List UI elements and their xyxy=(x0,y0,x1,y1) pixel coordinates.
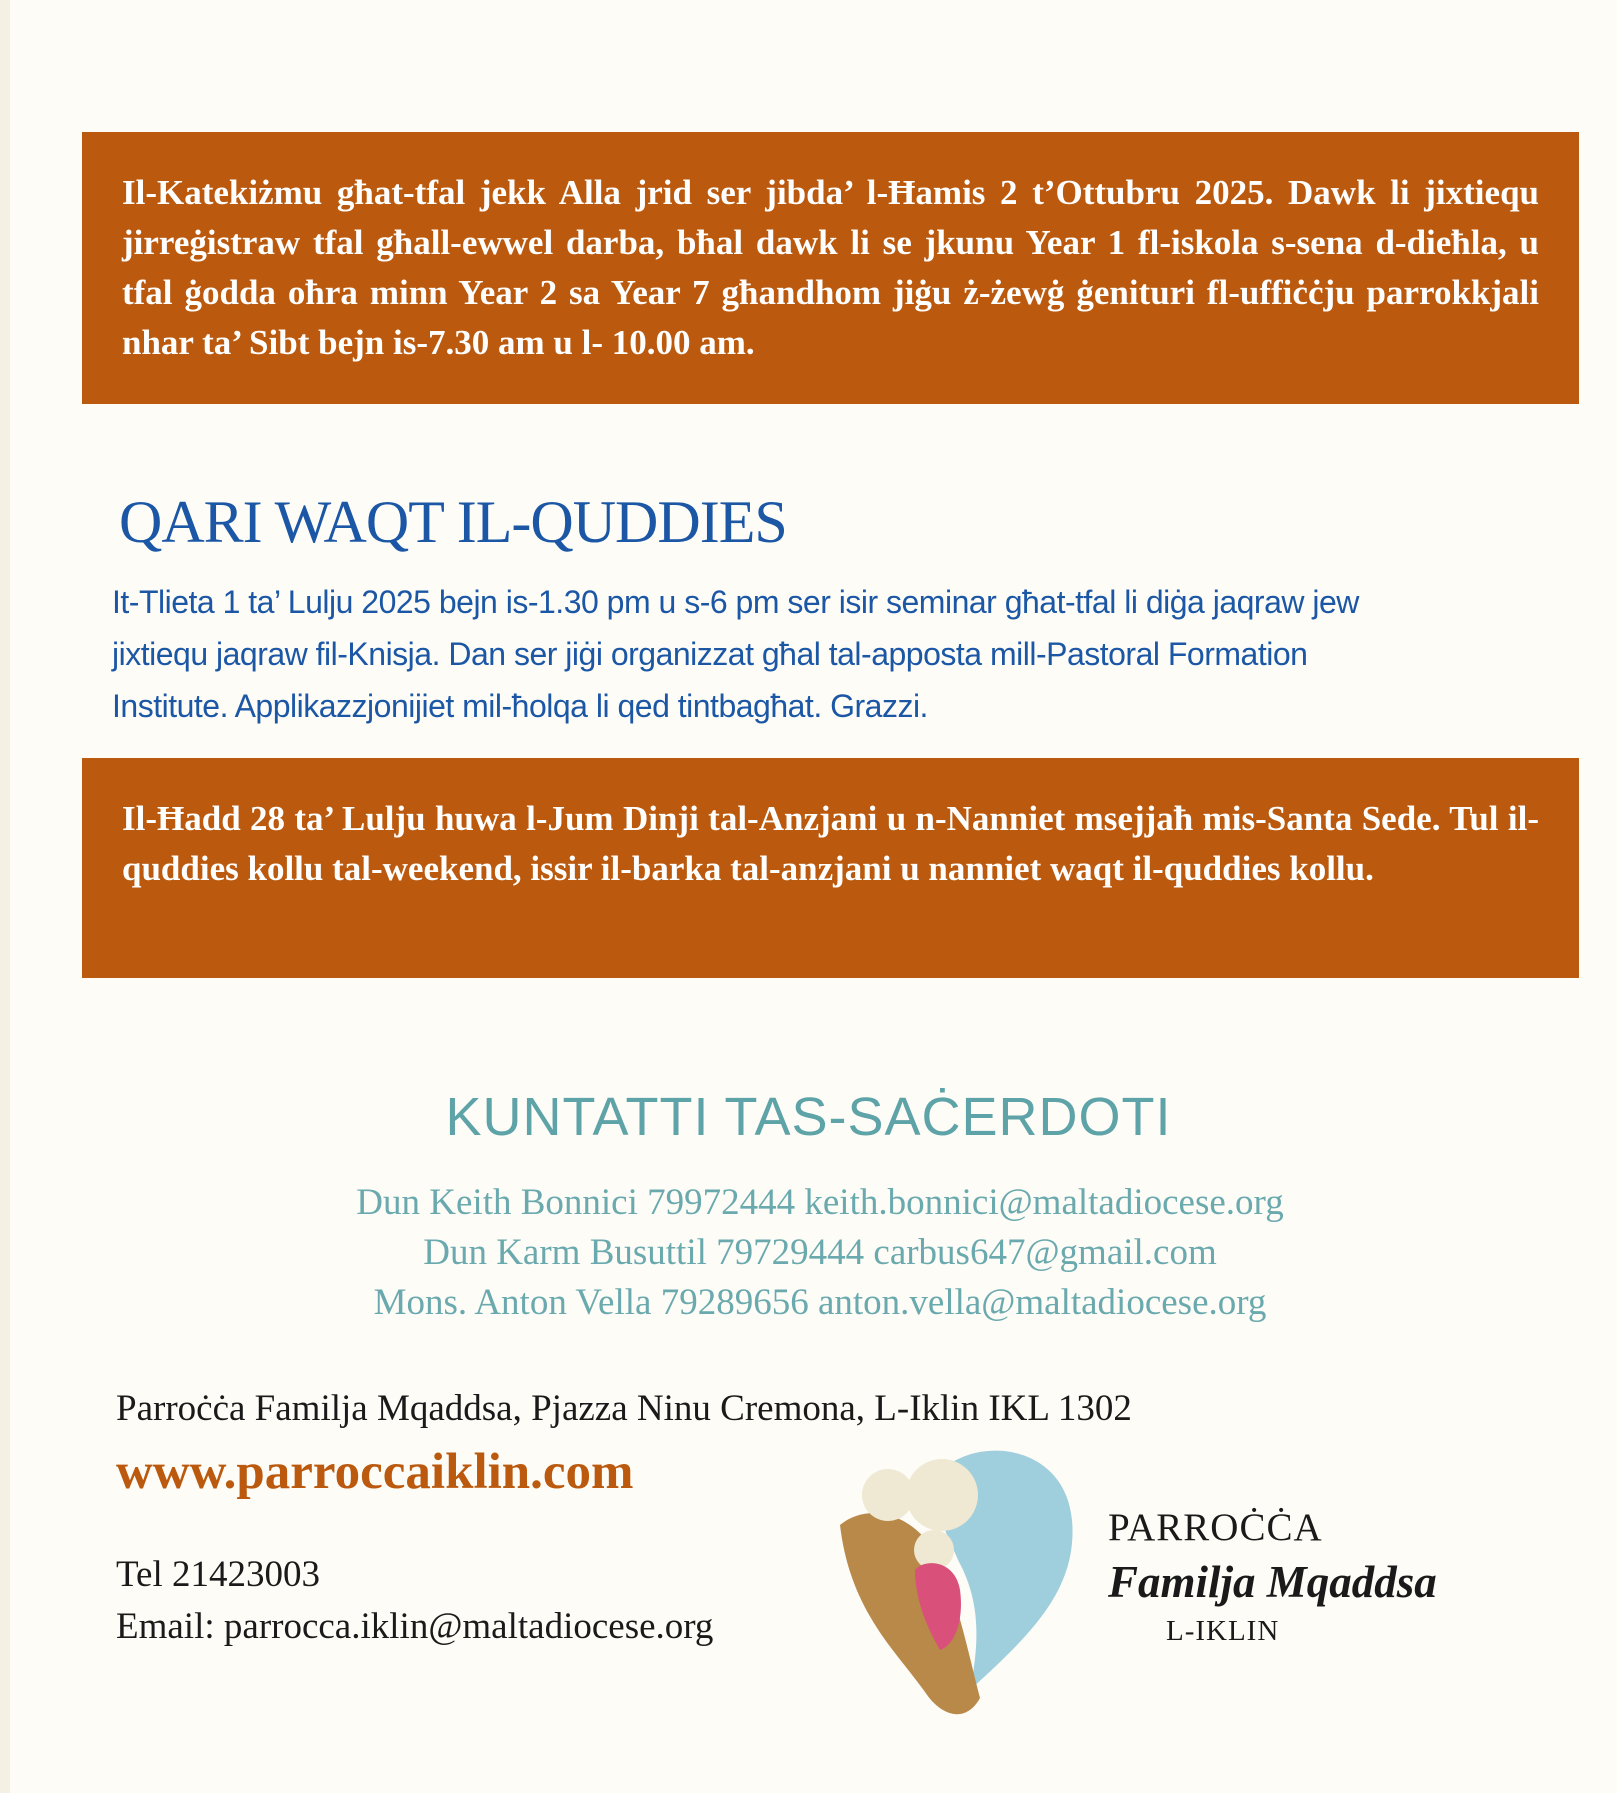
email-address[interactable]: Email: parrocca.iklin@maltadiocese.org xyxy=(116,1606,714,1647)
readers-line: jixtiequ jaqraw fil-Knisja. Dan ser jiġi organizzat għal tal-apposta mill-Pastoral Formation xyxy=(112,636,1308,672)
parish-address: Parroċċa Familja Mqaddsa, Pjazza Ninu Cremona, L-Iklin IKL 1302 xyxy=(116,1388,1132,1429)
readers-line: It-Tlieta 1 ta’ Lulju 2025 bejn is-1.30 pm u s-6 pm ser isir seminar għat-tfal li diġa jaqraw jew xyxy=(112,584,1359,620)
readers-title: QARI WAQT IL-QUDDIES xyxy=(119,489,787,555)
parish-logo xyxy=(830,1440,1080,1720)
telephone: Tel 21423003 xyxy=(116,1554,320,1595)
contact-item: Dun Keith Bonnici 79972444 keith.bonnici@maltadiocese.org xyxy=(356,1182,1284,1223)
catechism-notice-text: Il-Katekiżmu għat-tfal jekk Alla jrid ser jibda’ l-Ħamis 2 t’Ottubru 2025. Dawk li jixtiequ jirreġistraw tfal għall-ewwel darba, bħal dawk li se jkunu Year 1 fl-iskola s-sena d-dieħla, u tfal ġodda oħra minn Year 2 sa Year 7 għandhom jiġu ż-żewġ ġenituri fl-uffiċċju parrokkjali nhar ta’ Sibt bejn is-7.30 am u l- 10.00 am. xyxy=(122,173,1539,362)
contacts-title: KUNTATTI TAS-SAĊERDOTI xyxy=(445,1087,1172,1147)
page-edge xyxy=(0,0,10,1793)
readers-body xyxy=(112,576,1512,732)
contact-item: Mons. Anton Vella 79289656 anton.vella@maltadiocese.org xyxy=(373,1282,1267,1323)
grandparents-notice xyxy=(82,758,1579,978)
contacts-list xyxy=(0,1178,1617,1328)
brand-locality: L-IKLIN xyxy=(1166,1615,1280,1647)
contact-item: Dun Karm Busuttil 79729444 carbus647@gmail.com xyxy=(423,1232,1217,1273)
brand-parish-name: Familja Mqaddsa xyxy=(1108,1557,1437,1607)
readers-line: Institute. Applikazzjonijiet mil-ħolqa li qed tintbagħat. Grazzi. xyxy=(112,688,928,724)
website-link[interactable]: www.parroccaiklin.com xyxy=(116,1444,634,1500)
brand-parish-label: PARROĊĊA xyxy=(1108,1506,1323,1549)
catechism-notice xyxy=(82,132,1579,404)
grandparents-notice-text: Il-Ħadd 28 ta’ Lulju huwa l-Jum Dinji tal-Anzjani u n-Nanniet msejjaħ mis-Santa Sede. Tul il-quddies kollu tal-weekend, issir il-barka tal-anzjani u nanniet waqt il-quddies kollu. xyxy=(122,799,1539,888)
logo-head-medium xyxy=(906,1459,978,1531)
